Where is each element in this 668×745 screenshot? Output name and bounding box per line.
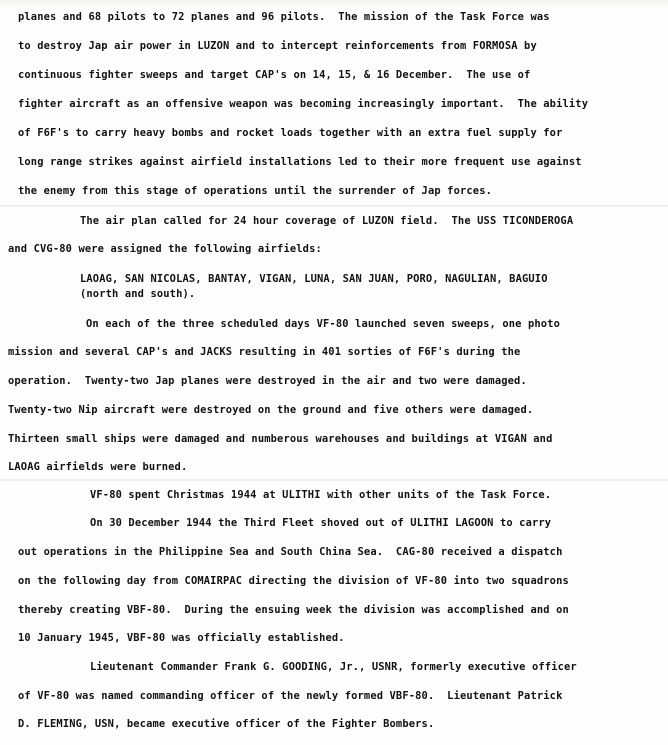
- text-line: On 30 December 1944 the Third Fleet shoved out of ULITHI LAGOON to carry: [90, 517, 552, 529]
- text-line: planes and 68 pilots to 72 planes and 96 pilots. The mission of the Task Force was: [18, 11, 550, 23]
- text-line: the enemy from this stage of operations until the surrender of Jap forces.: [18, 185, 493, 197]
- text-line: D. FLEMING, USN, became executive officer of the Fighter Bombers.: [18, 718, 435, 730]
- text-line: to destroy Jap air power in LUZON and to intercept reinforcements from FORMOSA by: [18, 40, 537, 52]
- text-line: out operations in the Philippine Sea and South China Sea. CAG-80 received a dispatch: [18, 546, 563, 558]
- text-line: continuous fighter sweeps and target CAP's on 14, 15, & 16 December. The use of: [18, 69, 531, 81]
- text-line: mission and several CAP's and JACKS resulting in 401 sorties of F6F's during the: [8, 346, 521, 358]
- text-line: fighter aircraft as an offensive weapon was becoming increasingly important. The ability: [18, 98, 589, 110]
- text-line: of F6F's to carry heavy bombs and rocket loads together with an extra fuel supply for: [18, 127, 563, 139]
- page-edge-shadow: [0, 0, 668, 6]
- text-line: Twenty-two Nip aircraft were destroyed on the ground and five others were damaged.: [8, 404, 534, 416]
- text-line: On each of the three scheduled days VF-80 launched seven sweeps, one photo: [86, 318, 561, 330]
- text-line: Lieutenant Commander Frank G. GOODING, Jr., USNR, formerly executive officer: [90, 661, 577, 673]
- text-line: on the following day from COMAIRPAC directing the division of VF-80 into two squadrons: [18, 575, 569, 587]
- text-line: Thirteen small ships were damaged and numberous warehouses and buildings at VIGAN and: [8, 433, 553, 445]
- text-line: The air plan called for 24 hour coverage of LUZON field. The USS TICONDEROGA: [80, 215, 574, 227]
- airfield-list: LAOAG, SAN NICOLAS, BANTAY, VIGAN, LUNA, SAN JUAN, PORO, NAGULIAN, BAGUIO: [80, 273, 548, 285]
- scan-seam: [0, 479, 668, 481]
- text-line: LAOAG airfields were burned.: [8, 461, 188, 473]
- text-line: thereby creating VBF-80. During the ensuing week the division was accomplished and on: [18, 604, 569, 616]
- text-line: of VF-80 was named commanding officer of the newly formed VBF-80. Lieutenant Patrick: [18, 690, 563, 702]
- airfield-list: (north and south).: [80, 288, 196, 300]
- text-line: and CVG-80 were assigned the following airfields:: [8, 243, 322, 255]
- text-line: 10 January 1945, VBF-80 was officially established.: [18, 632, 345, 644]
- text-line: long range strikes against airfield installations led to their more frequent use against: [18, 156, 582, 168]
- text-line: operation. Twenty-two Jap planes were destroyed in the air and two were damaged.: [8, 375, 527, 387]
- scan-seam: [0, 205, 668, 207]
- text-line: VF-80 spent Christmas 1944 at ULITHI with other units of the Task Force.: [90, 489, 552, 501]
